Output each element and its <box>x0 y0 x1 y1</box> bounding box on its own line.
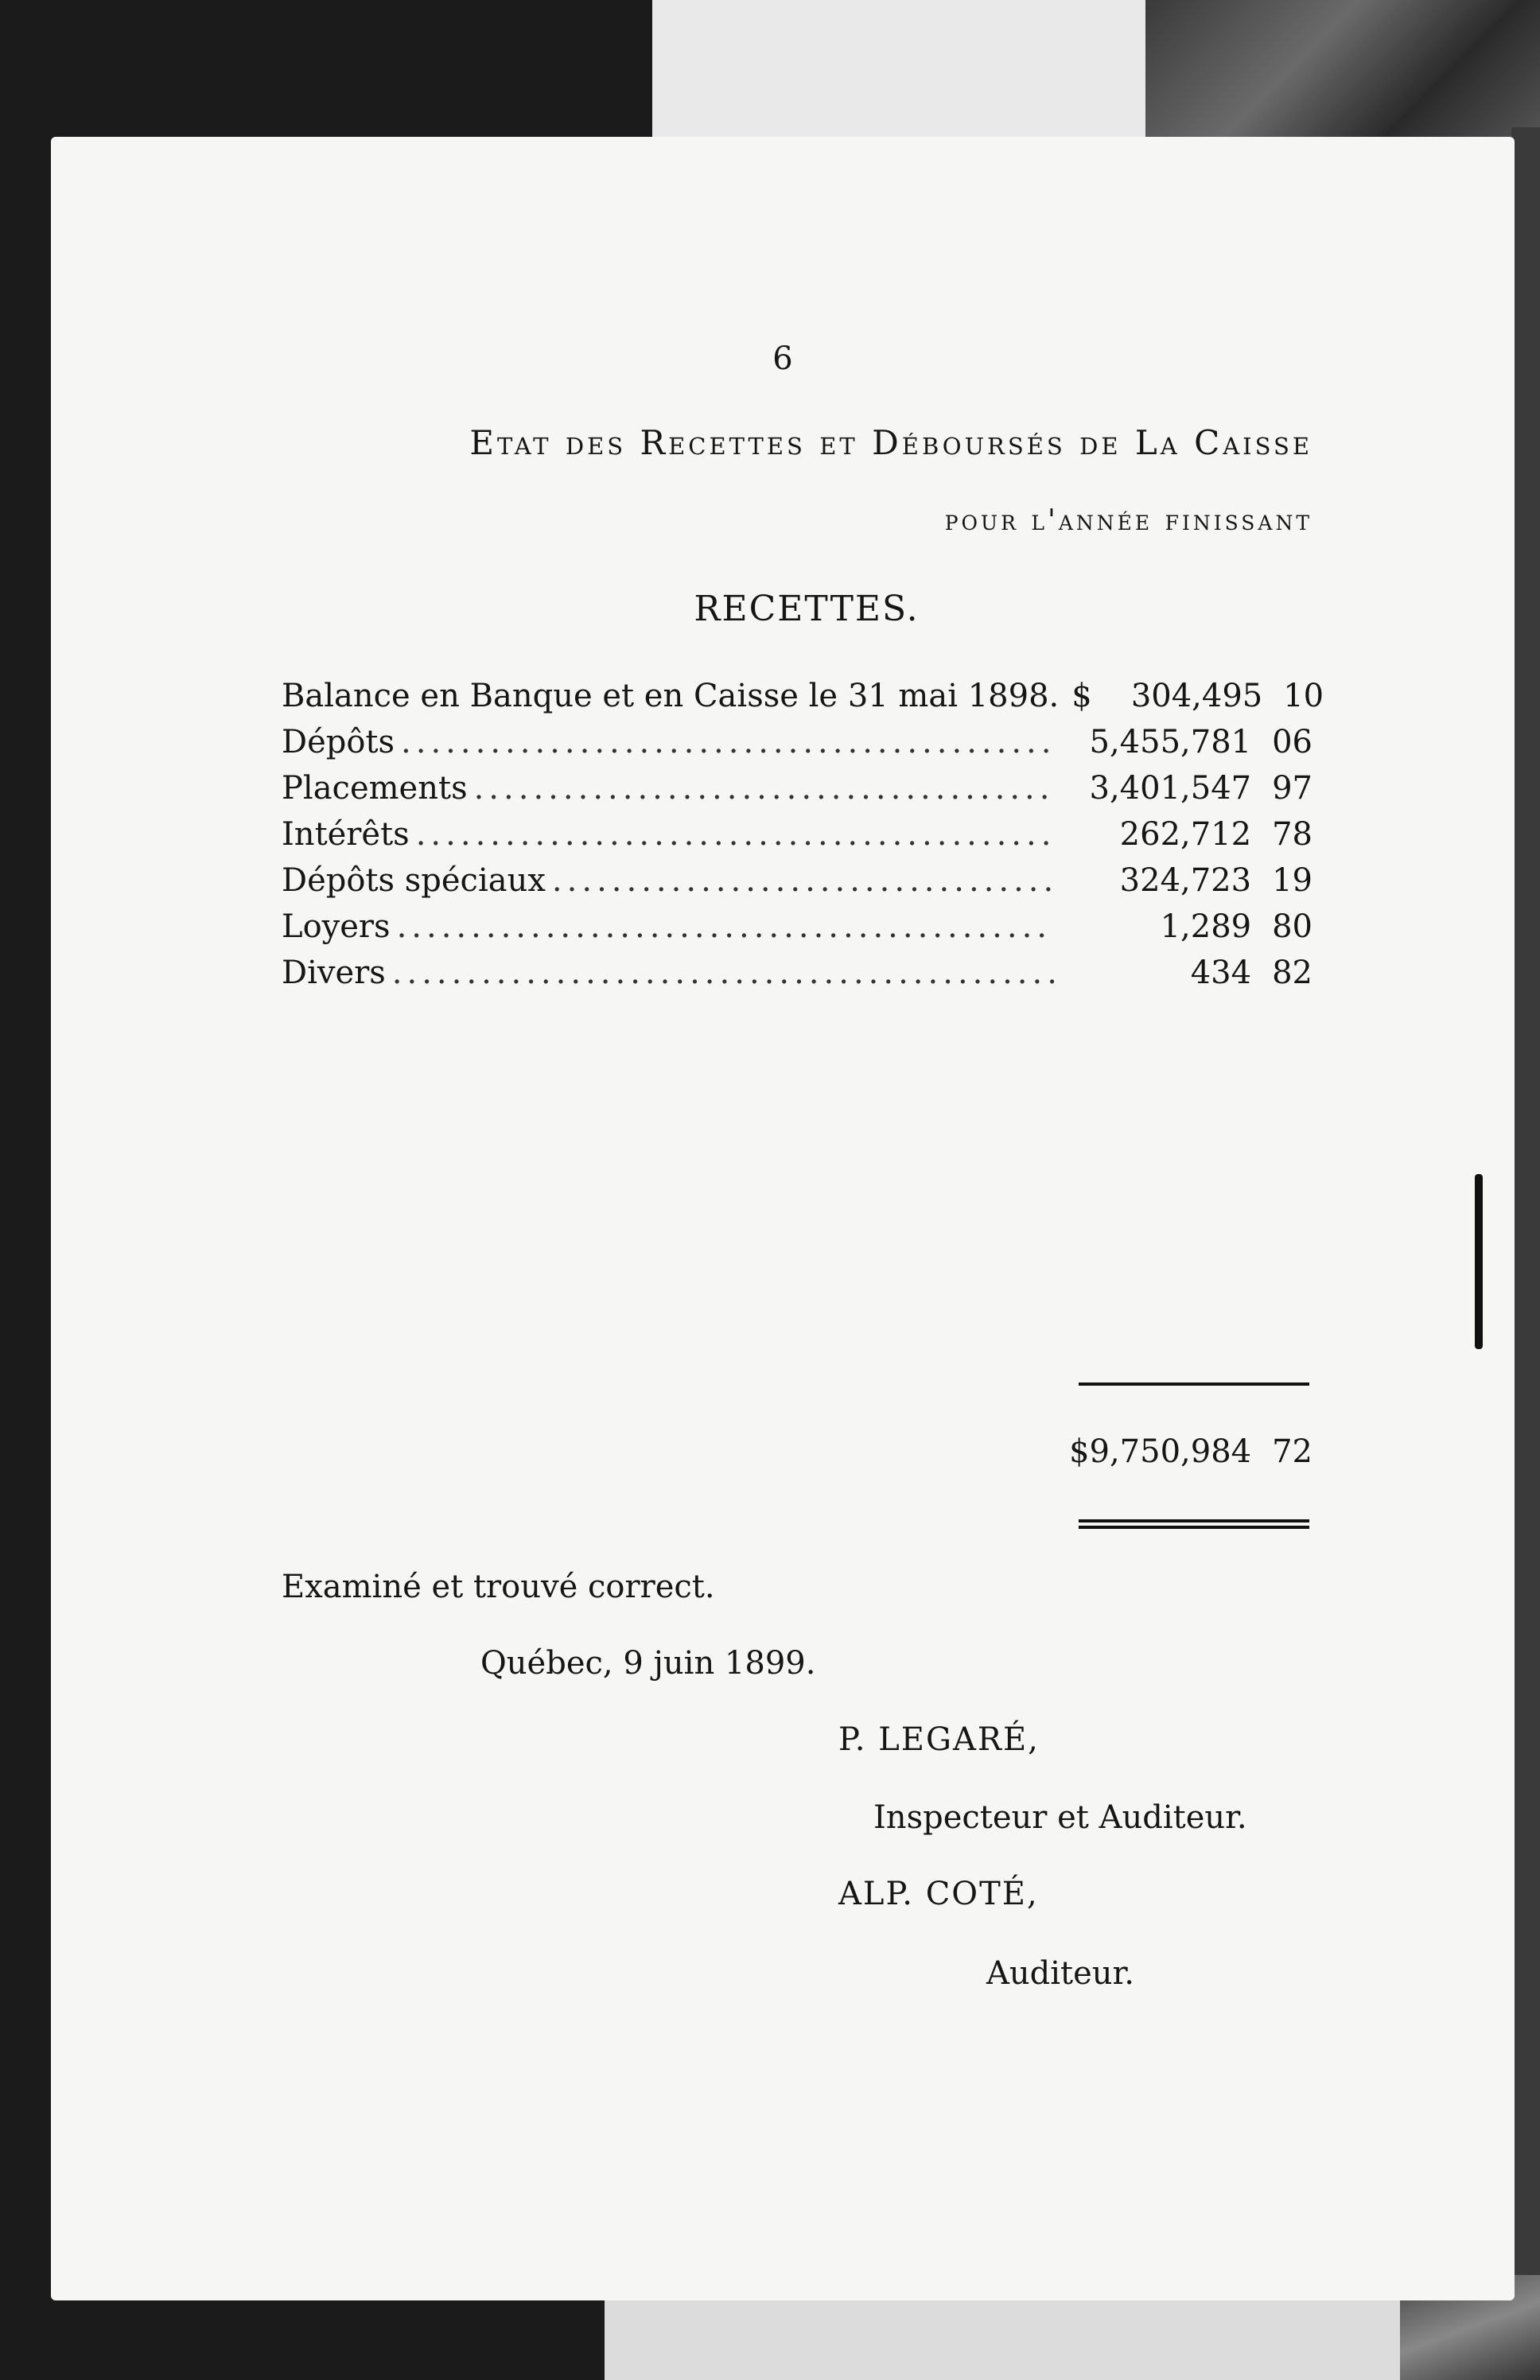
signatory-title: Auditeur. <box>986 1955 1134 1992</box>
receipt-row <box>282 908 1312 955</box>
receipt-dollars: 262,712 <box>1119 816 1252 853</box>
leader-dots <box>401 724 1051 760</box>
signatory-title: Inspecteur et Auditeur. <box>873 1799 1247 1836</box>
receipt-label: Divers <box>282 955 386 991</box>
signatory-name: ALP. COTÉ, <box>838 1876 1039 1912</box>
total-dollars: $9,750,984 <box>1069 1433 1252 1470</box>
scan-background-top-dark <box>1145 0 1540 143</box>
receipt-label: Intérêts <box>282 816 410 853</box>
place-date: Québec, 9 juin 1899. <box>480 1645 816 1682</box>
leader-dots <box>552 862 1054 899</box>
statement-heading: Etat des Recettes et Déboursés de La Caisse <box>469 423 1312 462</box>
leader-dots <box>392 955 1054 991</box>
receipt-cents: 97 <box>1272 770 1312 807</box>
receipt-dollars: 434 <box>1190 955 1252 991</box>
receipt-cents: 80 <box>1272 908 1312 945</box>
statement-subheading: pour l'année finissant <box>944 504 1312 537</box>
total-double-rule-lower <box>1079 1526 1309 1529</box>
receipt-label: Dépôts <box>282 724 395 760</box>
receipt-row <box>282 816 1312 862</box>
receipt-currency: $ <box>1071 678 1092 714</box>
scan-edge-mark <box>1475 1174 1483 1349</box>
total-double-rule-upper <box>1079 1519 1309 1522</box>
receipt-label: Dépôts spéciaux <box>282 862 546 899</box>
signatory-name: P. LEGARÉ, <box>838 1721 1040 1758</box>
total-cents: 72 <box>1272 1433 1312 1470</box>
total-rule <box>1079 1382 1309 1386</box>
receipt-row <box>282 678 1324 724</box>
leader-dots <box>416 816 1054 853</box>
attestation-text: Examiné et trouvé correct. <box>282 1569 715 1605</box>
receipt-label: Placements <box>282 770 468 807</box>
leader-dots <box>474 770 1052 807</box>
scan-background-right <box>1511 127 1540 2307</box>
receipt-row <box>282 770 1312 816</box>
receipt-dollars: 304,495 <box>1130 678 1263 714</box>
receipt-dollars: 1,289 <box>1160 908 1252 945</box>
receipts-table <box>282 678 1324 1001</box>
page-number: 6 <box>772 340 793 377</box>
receipt-row <box>282 955 1312 1001</box>
section-title: RECETTES. <box>694 589 920 629</box>
receipt-cents: 10 <box>1283 678 1324 714</box>
receipt-cents: 19 <box>1272 862 1312 899</box>
document-page <box>51 137 1515 2300</box>
receipts-total <box>1053 1433 1312 1470</box>
receipt-label: Loyers <box>282 908 391 945</box>
receipt-dollars: 3,401,547 <box>1089 770 1252 807</box>
receipt-row <box>282 862 1312 908</box>
receipt-cents: 82 <box>1272 955 1312 991</box>
receipt-label: Balance en Banque et en Caisse le 31 mai 1898. <box>282 678 1060 714</box>
receipt-dollars: 324,723 <box>1119 862 1252 899</box>
receipt-row <box>282 724 1312 770</box>
receipt-dollars: 5,455,781 <box>1089 724 1252 760</box>
leader-dots <box>397 908 1055 945</box>
receipt-cents: 78 <box>1272 816 1312 853</box>
receipt-cents: 06 <box>1272 724 1312 760</box>
